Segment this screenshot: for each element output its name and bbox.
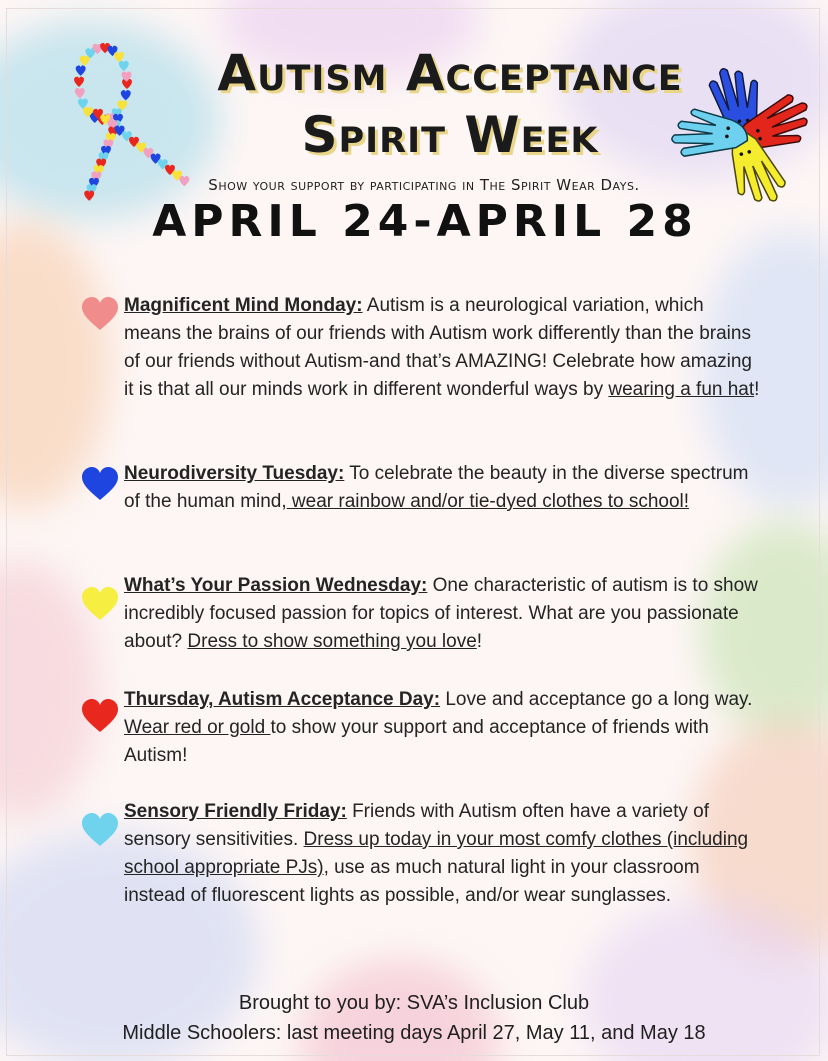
ribbon-heart [75,88,85,98]
day-heading: What’s Your Passion Wednesday: [124,575,428,596]
day-action: wearing a fun hat [608,379,755,400]
footer-credit: Brought to you by: SVA’s Inclusion Club [238,992,590,1014]
ribbon-heart [74,77,84,87]
heart-icon [80,466,120,502]
day-action: Dress to show something you love [187,631,477,652]
day-text: To celebrate the beauty in the diverse spectrum of the human mind, [124,463,749,512]
page-title-line-1: Autism Acceptance [217,44,683,102]
date-range: APRIL 24-APRIL 28 [152,196,698,247]
day-description [124,798,764,910]
day-description [124,686,764,770]
day-heading: Magnificent Mind Monday: [124,295,363,316]
day-description [124,572,764,656]
day-action: wear rainbow and/or tie-dyed clothes to school! [286,491,690,512]
footer-meetings: Middle Schoolers: last meeting days April 27, May 11, and May 18 [122,1022,706,1044]
page-title-line-2: Spirit Week [301,106,599,164]
ribbon-heart [114,52,124,62]
day-text: Friends with Autism often have a variety of sensory sensitivities. [124,801,710,850]
day-action: Dress up today in your most comfy clothes (including school appropriate PJs) [124,829,749,878]
day-text: to show your support and acceptance of friends with Autism! [124,717,709,766]
day-text: Love and acceptance go a long way. [440,689,753,710]
heart-icon [80,698,120,734]
subtitle: Show your support by participating in The Spirit Wear Days. [208,176,640,194]
ribbon-heart [121,90,131,100]
day-text: One characteristic of autism is to show incredibly focused passion for topics of interest. What are you passionate about? [124,575,758,652]
day-heading: Sensory Friendly Friday: [124,801,347,822]
day-description [124,460,764,516]
day-text: Autism is a neurological variation, which means the brains of our friends with Autism work differently than the brains of our friends without Autism-and that’s AMAZING! Celebrate how amazing it is that all our minds work in different wonderful ways by [124,295,753,400]
day-text: ! [754,379,760,400]
heart-icon [80,812,120,848]
heart-icon [80,586,120,622]
day-description [124,292,764,404]
ribbon-heart [80,56,90,66]
day-heading: Neurodiversity Tuesday: [124,463,345,484]
heart-icon [80,296,120,332]
day-heading: Thursday, Autism Acceptance Day: [124,689,441,710]
day-text: ! [476,631,483,652]
day-action: Wear red or gold [124,717,271,738]
ribbon-heart [76,65,86,75]
day-text: , use as much natural light in your classroom instead of fluorescent lights as possible, and/or wear sunglasses. [124,857,700,906]
ribbon-heart [119,61,129,71]
